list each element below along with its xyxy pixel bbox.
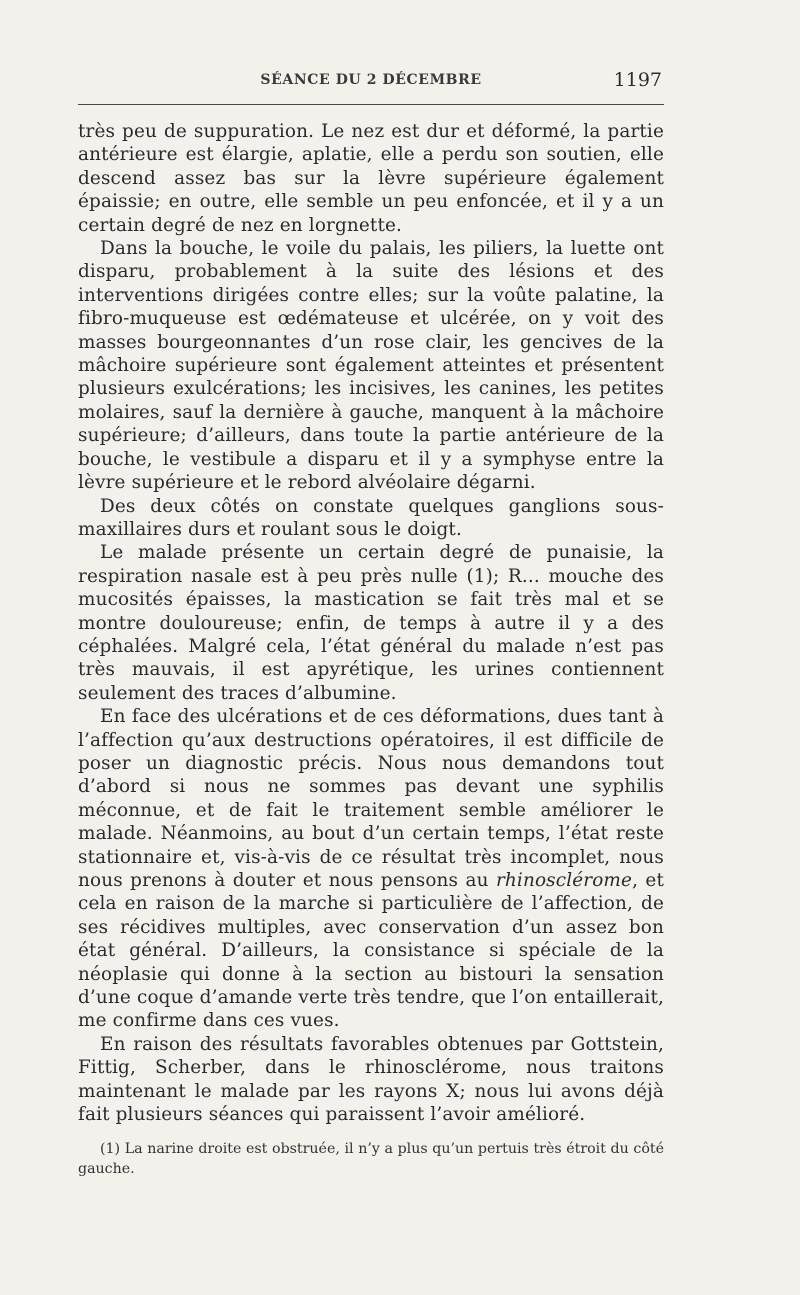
paragraph-3 [78,495,664,542]
paragraph-1-text: très peu de suppuration. Le nez est dur et déformé, la partie antérieure est élargie, aplatie, elle a perdu son soutien, elle descend assez bas sur la lèvre supérieure également épaissie; en outre, elle semble un peu enfoncée, et il y a un certain degré de nez en lorgnette. [78,121,664,236]
paragraph-4-text: Le malade présente un certain degré de punaisie, la respiration nasale est à peu près nulle (1); R... mouche des mucosités épaisses, la mastication se fait très mal et se montre douloureuse; enfin, de temps à autre il y a des céphalées. Malgré cela, l’état général du malade n’est pas très mauvais, il est apyrétique, les urines contiennent seulement des traces d’albumine. [78,542,664,704]
paragraph-6 [78,1033,664,1127]
page-number: 1197 [613,69,662,91]
header-rule [78,104,664,105]
paragraph-5-text-b: , et cela en raison de la marche si particulière de l’affection, de ses récidives multiples, avec conservation d’un assez bon état général. D’ailleurs, la consistance si spéciale de la néoplasie qui donne à la section au bistouri la sensation d’une coque d’amande verte très tendre, que l’on entaillerait, me confirme dans ces vues. [78,870,664,1032]
paragraph-5 [78,705,664,1033]
paragraph-1 [78,120,664,237]
body-text [78,120,664,1126]
running-title: SÉANCE DU 2 DÉCEMBRE [260,72,482,88]
footnote-1: (1) La narine droite est obstruée, il n’y a plus qu’un pertuis très étroit du côté gauche. [78,1141,664,1177]
paragraph-2 [78,237,664,494]
paragraph-5-italic-term: rhinosclérome [495,870,633,891]
running-head [78,69,664,94]
paragraph-5-text-a: En face des ulcérations et de ces déformations, dues tant à l’affection qu’aux destructions opératoires, il est difficile de poser un diagnostic précis. Nous nous demandons tout d’abord si nous ne sommes pas devant une syphilis méconnue, et de fait le traitement semble améliorer le malade. Néanmoins, au bout d’un certain temps, l’état reste stationnaire et, vis-à-vis de ce résultat très incomplet, nous nous prenons à douter et nous pensons au [78,706,664,891]
paragraph-3-text: Des deux côtés on constate quelques ganglions sous-maxillaires durs et roulant sous le doigt. [78,495,664,540]
paragraph-2-text: Dans la bouche, le voile du palais, les piliers, la luette ont disparu, probablement à la suite des lésions et des interventions dirigées contre elles; sur la voûte palatine, la fibro-muqueuse est œdémateuse et ulcérée, on y voit des masses bourgeonnantes d’un rose clair, les gencives de la mâchoire supérieure sont également atteintes et présentent plusieurs exulcérations; les incisives, les canines, les petites molaires, sauf la dernière à gauche, manquent à la mâchoire supérieure; d’ailleurs, dans toute la partie antérieure de la bouche, le vestibule a disparu et il y a symphyse entre la lèvre supérieure et le rebord alvéolaire dégarni. [78,238,664,494]
paragraph-4 [78,541,664,705]
paragraph-6-text: En raison des résultats favorables obtenues par Gottstein, Fittig, Scherber, dans le rhinosclérome, nous traitons maintenant le malade par les rayons X; nous lui avons déjà fait plusieurs séances qui paraissent l’avoir amélioré. [78,1033,664,1126]
footnotes [78,1139,664,1179]
